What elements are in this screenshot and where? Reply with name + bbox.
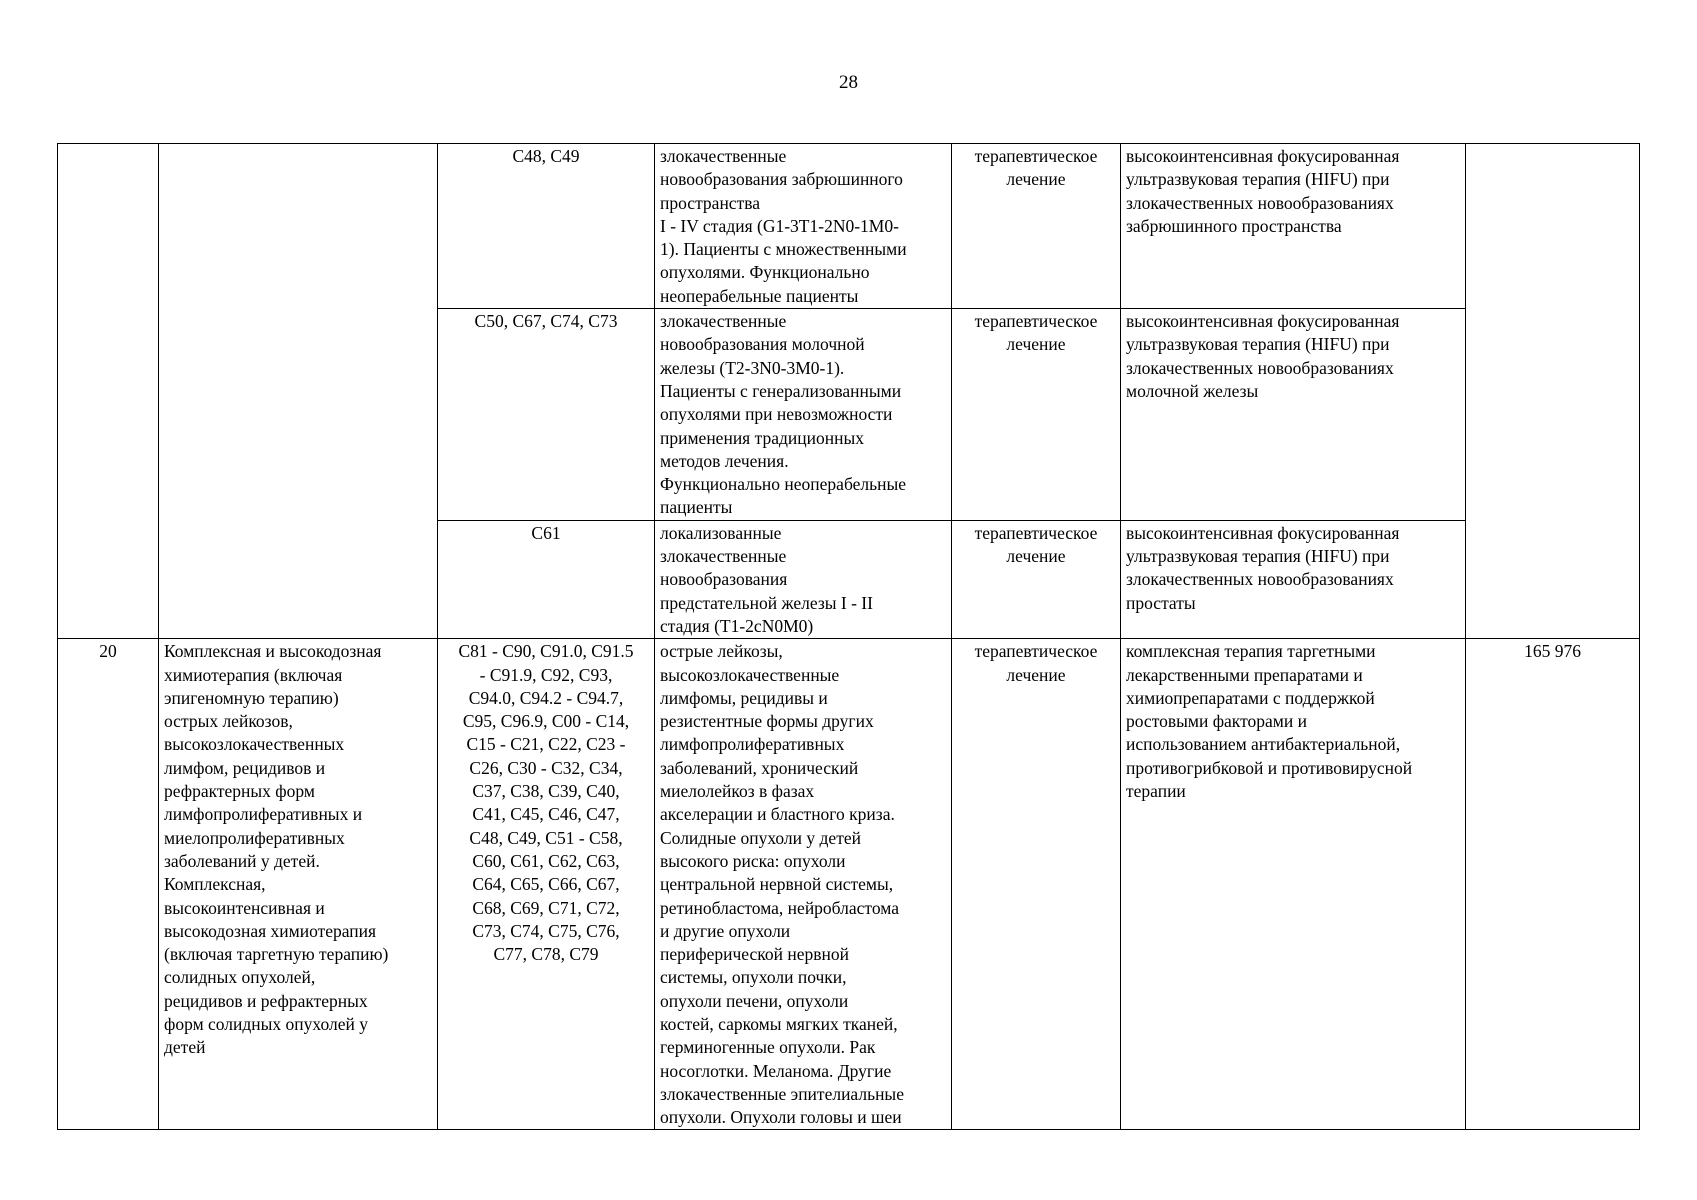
cost-cell-empty xyxy=(1466,144,1640,639)
number-cell: 20 xyxy=(58,639,159,1130)
page-number: 28 xyxy=(839,72,858,93)
table-row xyxy=(58,144,1640,309)
number-cell-empty xyxy=(58,144,159,639)
name-cell: Комплексная и высокодозная химиотерапия (включая эпигеномную терапию) острых лейкозов, высокозлокачественных лимфом, рецидивов и рефрактерных форм лимфопролиферативных и миелопролиферативных заболеваний у детей. Комплексная, высокоинтенсивная и высокодозная химиотерапия (включая таргетную терапию) солидных опухолей, рецидивов и рефрактерных форм солидных опухолей у детей xyxy=(159,639,438,1130)
condition-cell: злокачественные новообразования забрюшинного пространства I - IV стадия (G1-3T1-2N0-1M0- 1). Пациенты с множественными опухолями. Функционально неоперабельные пациенты xyxy=(655,144,952,309)
codes-cell: C61 xyxy=(438,520,655,638)
treatment-cell: терапевтическое лечение xyxy=(952,144,1121,309)
table-row xyxy=(58,639,1640,1130)
treatment-cell: терапевтическое лечение xyxy=(952,309,1121,521)
method-cell: высокоинтенсивная фокусированная ультразвуковая терапия (HIFU) при злокачественных новообразованиях молочной железы xyxy=(1121,309,1466,521)
condition-cell: злокачественные новообразования молочной железы (T2-3N0-3M0-1). Пациенты с генерализованными опухолями при невозможности применения традиционных методов лечения. Функционально неоперабельные пациенты xyxy=(655,309,952,521)
condition-cell: острые лейкозы, высокозлокачественные лимфомы, рецидивы и резистентные формы других лимфопролиферативных заболеваний, хронический миелолейкоз в фазах акселерации и бластного криза. Солидные опухоли у детей высокого риска: опухоли центральной нервной системы, ретинобластома, нейробластома и другие опухоли периферической нервной системы, опухоли почки, опухоли печени, опухоли костей, саркомы мягких тканей, герминогенные опухоли. Рак носоглотки. Меланома. Другие злокачественные эпителиальные опухоли. Опухоли головы и шеи xyxy=(655,639,952,1130)
services-table xyxy=(57,143,1640,1130)
method-cell: комплексная терапия таргетными лекарственными препаратами и химиопрепаратами с поддержкой ростовыми факторами и использованием антибактериальной, противогрибковой и противовирусной терапии xyxy=(1121,639,1466,1130)
name-cell-empty xyxy=(159,144,438,639)
method-cell: высокоинтенсивная фокусированная ультразвуковая терапия (HIFU) при злокачественных новообразованиях забрюшинного пространства xyxy=(1121,144,1466,309)
codes-cell: C81 - C90, C91.0, C91.5 - C91.9, C92, C93, C94.0, C94.2 - C94.7, C95, C96.9, C00 - C14, C15 - C21, C22, C23 - C26, C30 - C32, C34, C37, C38, C39, C40, C41, C45, C46, C47, C48, C49, C51 - C58, C60, C61, C62, C63, C64, C65, C66, C67, C68, C69, C71, C72, C73, C74, C75, C76, C77, C78, C79 xyxy=(438,639,655,1130)
condition-cell: локализованные злокачественные новообразования предстательной железы I - II стадия (T1-2cN0M0) xyxy=(655,520,952,638)
cost-cell: 165 976 xyxy=(1466,639,1640,1130)
treatment-cell: терапевтическое лечение xyxy=(952,639,1121,1130)
method-cell: высокоинтенсивная фокусированная ультразвуковая терапия (HIFU) при злокачественных новообразованиях простаты xyxy=(1121,520,1466,638)
codes-cell: C48, C49 xyxy=(438,144,655,309)
codes-cell: C50, C67, C74, C73 xyxy=(438,309,655,521)
treatment-cell: терапевтическое лечение xyxy=(952,520,1121,638)
